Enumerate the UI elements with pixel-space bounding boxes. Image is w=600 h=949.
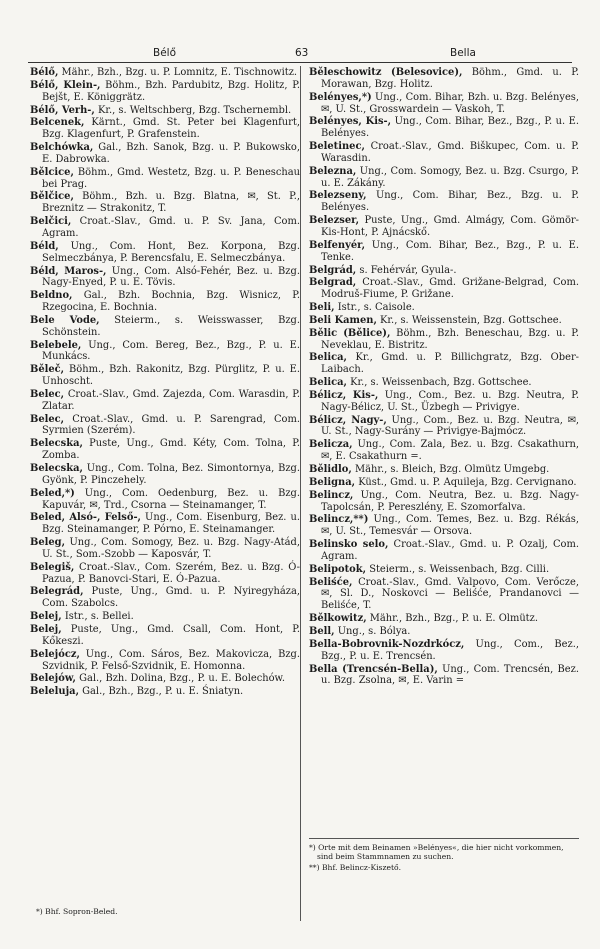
dictionary-entry [309,415,579,439]
entry-body: Gal., Bzh. Dolina, Bzg., P. u. E. Bolechów. [75,673,285,685]
dictionary-entry [30,562,300,586]
dictionary-entry [30,117,300,141]
entry-body: Kärnt., Gmd. St. Peter bei Klagenfurt, Bzg. Klagenfurt, P. Grafenstein. [42,117,300,141]
entry-headword: Belejócz, [30,648,80,660]
entry-headword: Beled,*) [30,487,75,499]
entry-headword: Beldno, [30,290,73,302]
entry-headword: Beled, Alsó-, Felső-, [30,512,141,524]
dictionary-entry [30,105,300,117]
entry-body: Ung., Com., Bez., Bzg., P. u. E. Trencsén. [321,638,579,662]
entry-body: Ung., Com. Bihar, Bez., Bzg., P. u. E. Tenke. [321,239,579,263]
entry-headword: Bella (Trencsén-Bella), [309,663,438,675]
header-rule [28,62,572,63]
footnote-left: *) Bhf. Sopron-Beled. [36,907,118,916]
dictionary-entry [30,488,300,512]
dictionary-entry [30,191,300,215]
entry-headword: Belecska, [30,438,83,450]
dictionary-entry [309,302,579,314]
dictionary-entry [309,240,579,264]
dictionary-entry [30,414,300,438]
dictionary-entry [309,514,579,538]
entry-headword: Belec, [30,413,65,425]
footnotes-right [309,838,579,874]
entry-body: Istr., s. Caisole. [334,302,415,314]
dictionary-entry [30,142,300,166]
entry-headword: Bělkowitz, [309,613,367,625]
dictionary-entry [30,67,300,79]
entry-body: Ung., Com. Bihar, Bez., Bzg. u. P. Belényes. [321,190,579,214]
entry-headword: Belezser, [309,215,360,227]
entry-body: Böhm., Gmd. u. P. Morawan, Bzg. Holitz. [321,67,579,90]
entry-body: Croat.-Slav., Gmd. Zajezda, Com. Warasdin, P. Zlatar. [42,388,300,412]
entry-body: Ung., Com. Somogy, Bez. u. Bzg. Nagy-Atád, U. St., Som.-Szobb — Kaposvár, T. [42,537,300,560]
entry-headword: Belezna, [309,165,357,177]
entry-headword: Bele Vode, [30,314,100,326]
entry-headword: Bélicz, Nagy-, [309,414,387,426]
entry-body: Böhm., Gmd. Westetz, Bzg. u. P. Beneschau bei Prag. [42,166,300,190]
entry-body: Ung., Com. Trencsén, Bez. u. Bzg. Zsolna, ✉, E. Varin = [321,663,579,687]
entry-headword: Bělcice, [30,166,74,178]
dictionary-entry [30,216,300,240]
entry-body: Puste, Ung., Gmd. Kéty, Com. Tolna, P. Zomba. [42,438,300,462]
entry-body: Puste, Ung., Gmd. u. P. Nyiregyháza, Com. Szabolcs. [42,586,300,610]
entry-headword: Beliśće, [309,576,353,588]
entry-body: Kr., s. Weissenbach, Bzg. Gottschee. [346,377,532,389]
entry-headword: Belchówka, [30,142,94,154]
header-left-keyword: Bélő [153,47,177,59]
dictionary-entry [309,564,579,576]
entry-body: Croat.-Slav., Gmd. u. P. Sarengrad, Com. Syrmien (Szerém). [42,413,300,437]
entry-body: Croat.-Slav., Gmd. u. P. Sv. Jana, Com. Agram. [42,216,300,239]
entry-headword: Belincz, [309,489,354,501]
entry-body: Gal., Bzh., Bzg., P. u. E. Śniatyn. [79,686,244,698]
entry-body: Kr., s. Weissenstein, Bzg. Gottschee. [376,314,562,326]
entry-headword: Belényes, Kis-, [309,116,392,128]
entry-headword: Bélő, [30,67,59,78]
dictionary-entry [30,537,300,561]
entry-headword: Beleluja, [30,686,80,698]
entry-headword: Beli Kamen, [309,314,377,326]
entry-headword: Belica, [309,377,347,389]
entry-headword: Belcenek, [30,117,85,129]
column-divider [300,66,301,921]
entry-body: Kr., s. Weltschberg, Bzg. Tschernembl. [94,104,292,116]
dictionary-entry [30,512,300,536]
entry-headword: Belincz,**) [309,514,369,526]
dictionary-entry [309,265,579,277]
entry-headword: Bělidlo, [309,464,352,475]
entry-body: Istr., s. Bellei. [61,611,134,623]
entry-body: Ung., Com. Bihar, Bzh. u. Bzg. Belényes, ✉, U. St., Grosswardein — Vaskoh, T. [321,91,579,115]
dictionary-entry [309,166,579,190]
entry-body: Mähr., Bzh., Bzg., P. u. E. Olmütz. [366,613,538,625]
entry-headword: Béld, [30,240,59,252]
running-header [28,47,572,61]
entry-headword: Belipotok, [309,563,367,575]
entry-body: Ung., s. Bólya. [334,625,411,637]
entry-headword: Beletinec, [309,141,365,153]
entry-headword: Belényes,*) [309,91,372,103]
entry-headword: Bella-Bobrovnik-Nozdrkócz, [309,638,465,650]
footnote-belenyes: *) Orte mit dem Beinamen »Belényes«, die hier nicht vorkommen, sind beim Stammnamen zu suchen. [309,843,564,861]
dictionary-entry [309,477,579,489]
dictionary-entry [30,389,300,413]
entry-headword: Bélicz, Kis-, [309,389,379,401]
left-column [30,67,300,699]
entry-body: Mähr., Bzh., Bzg. u. P. Lomnitz, E. Tischnowitz. [58,67,298,78]
entry-headword: Běleč, [30,364,65,376]
entry-headword: Belej, [30,611,62,623]
entry-body: Puste, Ung., Gmd. Almágy, Com. Gömör-Kis-Hont, P. Ajnácskő. [321,215,579,238]
dictionary-entry [30,686,300,698]
entry-headword: Bélő, Klein-, [30,79,101,91]
entry-headword: Belegiš, [30,561,75,573]
entry-body: Mähr., s. Bleich, Bzg. Olmütz Umgebg. [351,464,550,475]
entry-body: Ung., Com. Tolna, Bez. Simontornya, Bzg. Gyönk, P. Pinczehely. [42,463,300,486]
entry-body: Küst., Gmd. u. P. Aquileja, Bzg. Cervignano. [355,476,577,488]
entry-headword: Bélő, Verh-, [30,104,95,116]
entry-headword: Belebele, [30,339,82,351]
entry-headword: Belica, [309,352,347,364]
entry-body: Ung., Com., Bez. u. Bzg. Neutra, ✉, U. St., Nagy-Surány — Privigye-Bajmócz. [321,414,580,438]
dictionary-entry [30,611,300,623]
entry-body: Ung., Com. Bereg, Bez., Bzg., P. u. E. Munkács. [42,339,300,363]
entry-body: Kr., Gmd. u. P. Billichgratz, Bzg. Ober-Laibach. [321,352,579,376]
entry-headword: Belej, [30,623,62,635]
entry-headword: Belfenyér, [309,239,366,251]
entry-body: Ung., Com. Sáros, Bez. Makovicza, Bzg. Szvidnik, P. Felső-Szvidnik, E. Homonna. [42,648,300,672]
entry-headword: Belejów, [30,673,76,685]
entry-body: Croat.-Slav., Gmd. Valpovo, Com. Verőcze, ✉, Sl. D., Noskovci — Beliśće, Prandanovci — Beliśće, T. [321,576,579,612]
dictionary-entry [309,377,579,389]
dictionary-entry [309,390,579,414]
dictionary-entry [30,266,300,290]
dictionary-entry [309,626,579,638]
dictionary-entry [309,190,579,214]
dictionary-entry [30,290,300,314]
dictionary-entry [309,141,579,165]
entry-body: Croat.-Slav., Gmd. Grižane-Belgrad, Com. Modruš-Fiume, P. Grižane. [321,277,579,301]
entry-headword: Belicza, [309,439,353,451]
entry-headword: Belgrad, [309,277,357,289]
dictionary-entry [30,624,300,648]
entry-headword: Belegrád, [30,586,84,598]
right-column [309,67,579,688]
entry-body: Böhm., Bzh. Pardubitz, Bzg. Holitz, P. Bejšt, E. Königgrätz. [42,79,300,103]
page-number: 63 [295,47,309,59]
entry-headword: Beligna, [309,476,356,488]
entry-headword: Beli, [309,302,335,314]
entry-body: Ung., Com. Eisenburg, Bez. u. Bzg. Steinamanger, P. Pórno, E. Steinamanger. [42,512,300,536]
entry-body: Ung., Com. Alsó-Fehér, Bez. u. Bzg. Nagy-Enyed, P. u. E. Tövis. [42,265,300,289]
dictionary-entry [309,352,579,376]
dictionary-entry [30,167,300,191]
dictionary-entry [309,613,579,625]
entry-body: Böhm., Bzh. u. Bzg. Blatna, ✉, St. P., Breznitz — Strakonitz, T. [42,191,300,215]
entry-body: Ung., Com. Hont, Bez. Korpona, Bzg. Selmeczbánya, P. Berencsfalu, E. Selmeczbánya. [42,240,300,264]
dictionary-entry [309,315,579,327]
dictionary-entry [30,241,300,265]
entry-headword: Belezseny, [309,190,367,202]
dictionary-entry [309,215,579,239]
entry-body: Steierm., s. Weisswasser, Bzg. Schönstein. [42,314,300,338]
entry-body: Puste, Ung., Gmd. Csall, Com. Hont, P. Kőkeszi. [42,623,300,647]
entry-headword: Bělic (Bělice), [309,327,391,339]
dictionary-entry [309,328,579,352]
entry-body: Ung., Com. Somogy, Bez. u. Bzg. Csurgo, P. u. E. Zákány. [321,165,579,189]
dictionary-entry [309,664,579,688]
footnote-belincz: **) Bhf. Belincz-Kiszető. [309,863,401,872]
entry-headword: Bell, [309,625,335,637]
dictionary-entry [30,649,300,673]
entry-body: Croat.-Slav., Com. Szerém, Bez. u. Bzg. Ó-Pazua, P. Banovci-Stari, E. Ó-Pazua. [42,561,300,585]
entry-headword: Bělčice, [30,191,74,203]
entry-body: Ung., Com. Oedenburg, Bez. u. Bzg. Kapuvár, ✉, Trd., Csorna — Steinamanger, T. [42,487,300,511]
dictionary-entry [309,92,579,116]
dictionary-entry [30,315,300,339]
entry-body: Ung., Com. Zala, Bez. u. Bzg. Csakathurn, ✉, E. Csakathurn =. [321,439,579,463]
dictionary-entry [309,577,579,613]
dictionary-entry [30,340,300,364]
dictionary-entry [309,639,579,663]
dictionary-entry [309,277,579,301]
header-right-keyword: Bella [450,47,476,59]
entry-body: Steierm., s. Weissenbach, Bzg. Cilli. [366,563,550,575]
entry-body: Gal., Bzh. Bochnia, Bzg. Wisnicz, P. Rzegocina, E. Bochnia. [42,290,300,314]
entry-headword: Belinsko selo, [309,539,389,551]
entry-body: Ung., Com. Temes, Bez. u. Bzg. Rékás, ✉, U. St., Temesvár — Orsova. [321,514,579,538]
entry-body: Croat.-Slav., Gmd. u. P. Ozalj, Com. Agram. [321,539,579,562]
dictionary-entry [30,673,300,685]
entry-headword: Belgrád, [309,264,357,276]
entry-body: Böhm., Bzh. Beneschau, Bzg. u. P. Neveklau, E. Bistritz. [321,327,580,351]
entry-headword: Beleg, [30,537,66,549]
entry-headword: Běleschowitz (Belesovice), [309,67,463,78]
entry-headword: Belčici, [30,216,72,228]
entry-body: Gal., Bzh. Sanok, Bzg. u. P. Bukowsko, E. Dabrowka. [42,142,300,165]
entry-body: Ung., Com. Bihar, Bez., Bzg., P. u. E. Belényes. [321,116,579,140]
dictionary-entry [309,439,579,463]
entry-body: s. Fehérvár, Gyula-. [356,264,457,276]
dictionary-entry [309,539,579,563]
dictionary-entry [309,116,579,140]
dictionary-entry [309,490,579,514]
dictionary-entry [30,364,300,388]
entry-body: Ung., Com., Bez. u. Bzg. Neutra, P. Nagy-Bélicz, U. St., Üzbegh — Privigye. [321,389,579,413]
dictionary-entry [30,463,300,487]
entry-headword: Belec, [30,388,65,400]
dictionary-entry [30,438,300,462]
dictionary-entry [30,80,300,104]
entry-body: Ung., Com. Neutra, Bez. u. Bzg. Nagy-Tapolcsán, P. Pereszlény, E. Szomorfalva. [321,489,579,513]
dictionary-entry [309,464,579,476]
entry-headword: Béld, Maros-, [30,265,107,277]
dictionary-entry [309,67,579,91]
entry-body: Böhm., Bzh. Rakonitz, Bzg. Pürglitz, P. u. E. Unhoscht. [42,364,300,388]
entry-headword: Belecska, [30,463,83,474]
dictionary-entry [30,586,300,610]
entry-body: Croat.-Slav., Gmd. Biškupec, Com. u. P. Warasdin. [321,141,579,164]
